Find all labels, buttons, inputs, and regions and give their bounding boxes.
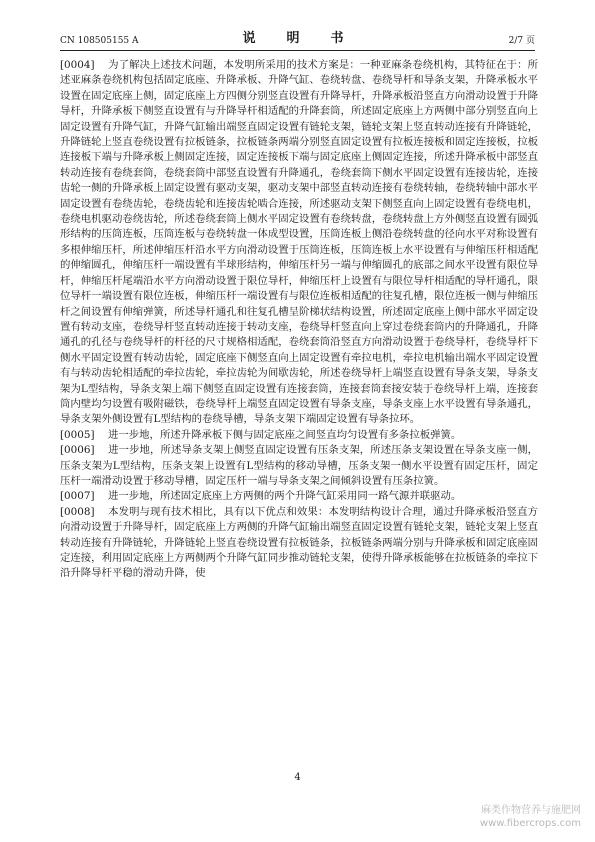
paragraph-text: 进一步地，所述固定底座上方两侧的两个升降气缸采用同一路气源并联驱动。 [108, 490, 462, 503]
paragraph-tag: [0007] [60, 490, 95, 503]
paragraph-tag: [0006] [60, 444, 95, 457]
paragraph-0004 [60, 58, 538, 428]
page-info: 2/7 页 [508, 36, 535, 46]
paragraph-0005 [60, 428, 538, 443]
patent-number: CN 108505155 A [60, 36, 139, 46]
description-body [60, 58, 538, 582]
watermark [480, 804, 581, 830]
paragraph-text: 进一步地，所述导条支架上侧竖直固定设置有压条支架，所述压条支架设置在导条支座一侧，压条支架为L型结构，压条支架上设置有L型结构的移动导槽，压条支架一侧水平设置有固定压杆，固定压杆一端滑动设置于移动导槽，固定压杆一端与导条支架之间倾斜设置有压条拉簧。 [60, 444, 538, 487]
paragraph-tag: [0005] [60, 428, 95, 441]
page-number: 4 [294, 772, 301, 783]
paragraph-tag: [0008] [60, 505, 95, 518]
paragraph-text: 为了解决上述技术问题，本发明所采用的技术方案是：一种亚麻条卷绕机构，其特征在于：所述亚麻条卷绕机构包括固定底座、升降承板、升降气缸、卷绕转盘、卷绕导杆和导条支架，升降承板水平设置在固定底座上侧，固定底座上方四侧分别竖直设置有升降导杆，升降承板沿竖直方向滑动设置于升降导杆，升降承板下侧竖直设置有与升降导杆相适配的升降套筒，所述固定底座上方两侧中部分别竖直向上固定设置有升降气缸，升降气缸输出端竖直固定设置有链轮支架，链轮支架上竖直转动连接有升降链轮，升降链轮上竖直卷绕设置有拉板链条，拉板链条两端分别竖直固定设置有拉板连接板和固定连接板，拉板连接板下端与升降承板上侧固定连接，固定连接板下端与固定底座上侧固定连接，所述升降承板中部竖直转动连接有卷绕套筒，卷绕套筒中部竖直设置有升降通孔，卷绕套筒下侧水平固定设置有连接齿轮，连接齿轮一侧的升降承板上固定设置有驱动支架，驱动支架中部竖直转动连接有卷绕转轴，卷绕转轴中部水平固定设置有卷绕齿轮，卷绕齿轮和连接齿轮啮合连接，所述驱动支架下侧竖直向上固定设置有卷绕电机，卷绕电机驱动卷绕齿轮，所述卷绕套筒上侧水平固定设置有卷绕转盘，卷绕转盘上方外侧竖直设置有圆弧形结构的压筒连板，压筒连板与卷绕转盘一体成型设置，压筒连板上侧沿卷绕转盘的径向水平对称设置有多根伸缩压杆，所述伸缩压杆沿水平方向滑动设置于压筒连板，压筒连板上水平设置有与伸缩压杆相适配的伸缩圆孔，伸缩压杆一端设置有半球形结构，伸缩压杆另一端与伸缩圆孔的底部之间水平设置有限位导杆，伸缩压杆尾端沿水平方向滑动设置于限位导杆，伸缩压杆上设置有与限位导杆相适配的导杆通孔，限位导杆一端设置有限位连板，伸缩压杆一端设置有与限位连板相适配的往复孔槽，限位连板一侧与伸缩压杆之间设置有伸缩弹簧，所述导杆通孔和往复孔槽呈阶梯状结构设置，所述固定底座上侧中部水平固定设置有转动支座，卷绕导杆竖直转动连接于转动支座，卷绕导杆竖直向上穿过卷绕套筒内的升降通孔，升降通孔的孔径与卷绕导杆的杆径的尺寸规格相适配，卷绕套筒沿竖直方向滑动设置于卷绕导杆，卷绕导杆下侧水平固定设置有转动齿轮，固定底座下侧竖直向上固定设置有牵拉电机，牵拉电机输出端水平固定设置有与转动齿轮相适配的牵拉齿轮，牵拉齿轮为间歇齿轮，所述卷绕导杆上端竖直设置有导条支架，导条支架为L型结构，导条支架上端下侧竖直固定设置有连接套筒，连接套筒套接安装于卷绕导杆上端，连接套筒内壁均匀设置有吸附磁铁，卷绕导杆上端竖直固定设置有导条支座，导条支座上水平设置有导条通孔，导条支架外侧设置有L型结构的卷绕导槽，导条支架下端固定设置有导条拉环。 [60, 59, 538, 426]
paragraph-tag: [0004] [60, 59, 95, 71]
paragraph-0008 [60, 505, 538, 582]
page-header [60, 30, 535, 46]
document-title: 说 明 书 [242, 31, 353, 46]
watermark-url: www.fibercrops.com [479, 818, 581, 829]
paragraph-text: 进一步地，所述升降承板下侧与固定底座之间竖直均匀设置有多条拉板弹簧。 [108, 428, 462, 441]
paragraph-text: 本发明与现有技术相比，具有以下优点和效果：本发明结构设计合理，通过升降承板沿竖直方向滑动设置于升降导杆，固定底座上方两侧的升降气缸输出端竖直固定设置有链轮支架，链轮支架上竖直转动连接有升降链轮，升降链轮上竖直卷绕设置有拉板链条，拉板链条两端分别与升降承板和固定底座固定连接，利用固定底座上方两侧两个升降气缸同步推动链轮支架，使得升降承板能够在拉板链条的牵拉下沿升降导杆平稳的滑动升降，使 [60, 505, 538, 580]
watermark-site-name: 麻类作物营养与施肥网 [481, 805, 581, 816]
header-rule [60, 50, 535, 51]
paragraph-0007 [60, 489, 538, 504]
paragraph-0006 [60, 443, 538, 489]
